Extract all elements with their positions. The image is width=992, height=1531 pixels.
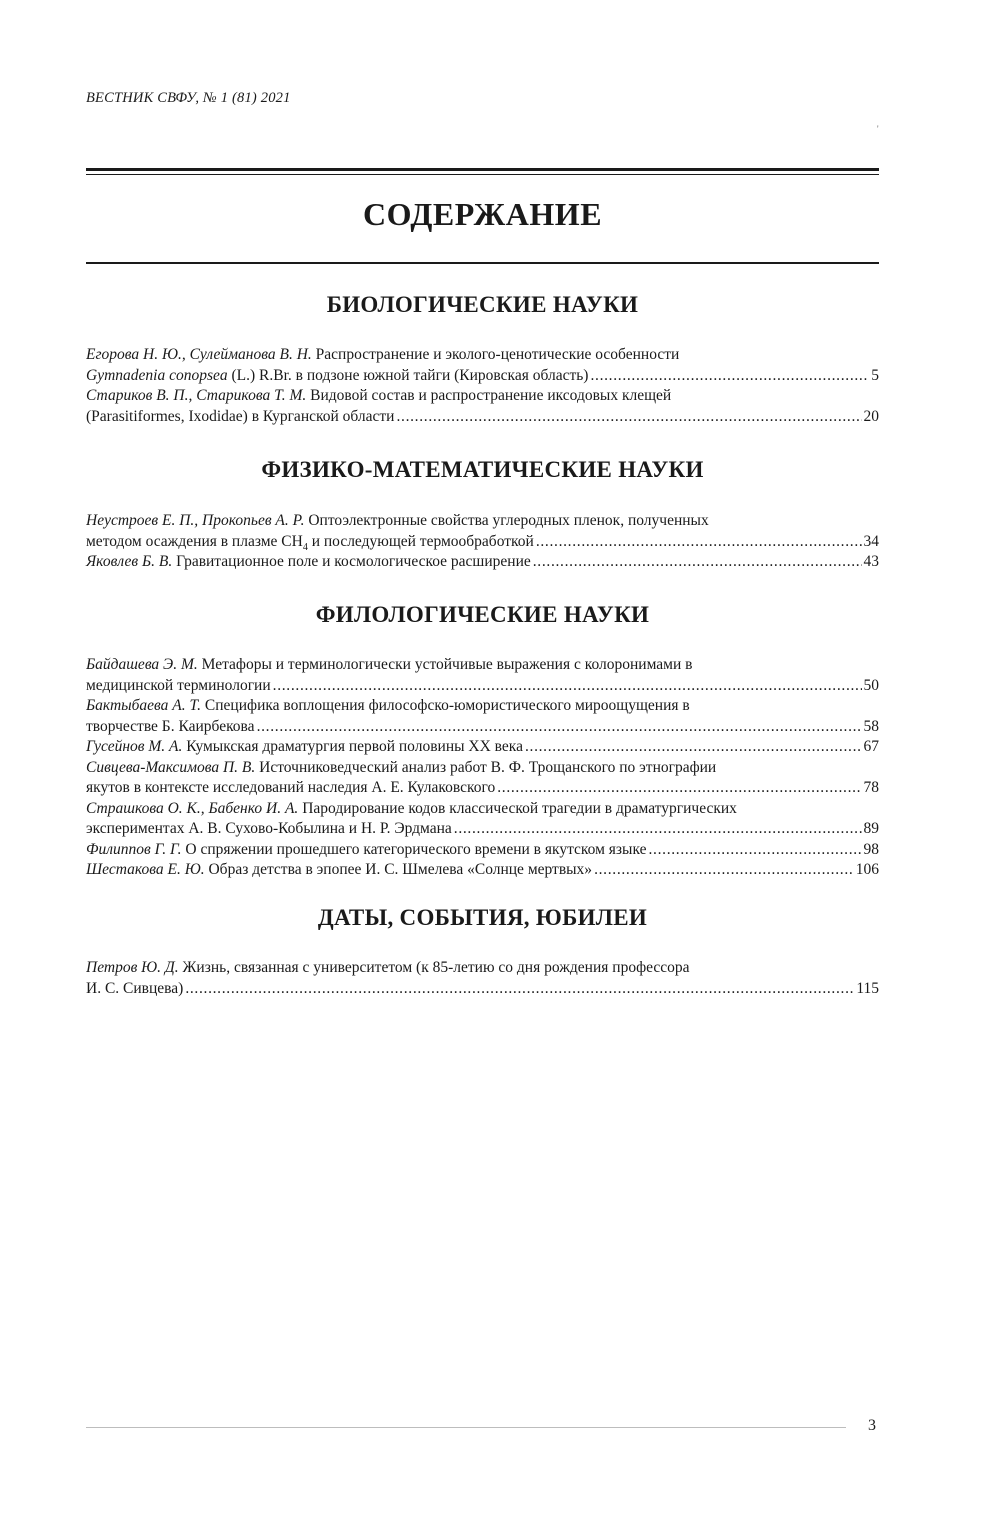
dot-leader — [525, 737, 862, 758]
entry-title: Метафоры и терминологически устойчивые выражения с колоронимами в — [201, 656, 693, 673]
entry-author: Байдашева Э. М. — [86, 656, 198, 673]
dot-leader — [594, 860, 854, 881]
entry-title-cont: методом осаждения в плазме CH — [86, 532, 303, 550]
toc-entry[interactable] — [86, 737, 879, 758]
toc-entry[interactable] — [86, 696, 879, 737]
toc-entry[interactable] — [86, 511, 879, 552]
entry-author: Бактыбаева А. Т. — [86, 697, 202, 714]
toc-entry[interactable] — [86, 799, 879, 840]
section-entries-physmath — [86, 511, 879, 573]
section-entries-philology — [86, 655, 879, 881]
entry-author: Шестакова Е. Ю. — [86, 861, 205, 878]
entry-title: Видовой состав и распространение иксодовых клещей — [310, 387, 672, 404]
dot-leader — [590, 366, 869, 387]
running-head: ВЕСТНИК СВФУ, № 1 (81) 2021 — [86, 90, 291, 106]
toc-entry[interactable] — [86, 758, 879, 799]
section-entries-events — [86, 958, 879, 999]
page-title: СОДЕРЖАНИЕ — [362, 196, 603, 232]
entry-page: 98 — [863, 840, 879, 858]
title-rule — [86, 262, 879, 264]
dot-leader — [649, 840, 862, 861]
entry-title-species: Gymnadenia conopsea — [86, 366, 228, 384]
entry-title: Пародирование кодов классической трагедии в драматургических — [302, 799, 737, 817]
entry-title: Распространение и эколого-ценотические особенности — [315, 346, 680, 363]
entry-title-cont: экспериментах А. В. Сухово-Кобылина и Н. Р. Эрдмана — [86, 820, 452, 837]
toc-entry[interactable] — [86, 345, 879, 386]
entry-title: Источниковедческий анализ работ В. Ф. Трощанского по этнографии — [259, 758, 717, 776]
entry-page: 115 — [856, 979, 879, 997]
entry-page: 89 — [863, 820, 879, 837]
entry-page: 20 — [863, 407, 879, 425]
toc-entry[interactable] — [86, 840, 879, 861]
entry-title: Гравитационное поле и космологическое расширение — [176, 553, 531, 570]
dot-leader — [273, 676, 862, 697]
entry-author: Стариков В. П., Старикова Т. М. — [86, 387, 307, 404]
section-heading-biology: БИОЛОГИЧЕСКИЕ НАУКИ — [326, 292, 639, 317]
entry-author: Неустроев Е. П., Прокопьев А. Р. — [86, 512, 305, 529]
entry-title-cont: (Parasitiformes, Ixodidae) в Курганской области — [86, 407, 395, 425]
section-heading-philology: ФИЛОЛОГИЧЕСКИЕ НАУКИ — [315, 602, 650, 627]
footer-rule — [86, 1427, 846, 1428]
toc-entry[interactable] — [86, 958, 879, 999]
entry-author: Страшкова О. К., Бабенко И. А. — [86, 799, 299, 817]
page-number: 3 — [868, 1417, 876, 1434]
dot-leader — [454, 819, 862, 840]
entry-title: Кумыкская драматургия первой половины XX века — [186, 738, 523, 755]
entry-title-cont: якутов в контексте исследований наследия А. Е. Кулаковского — [86, 779, 496, 796]
toc-entry[interactable] — [86, 655, 879, 696]
entry-title-cont: И. С. Сивцева) — [86, 979, 184, 997]
entry-title: Жизнь, связанная с университетом (к 85-летию со дня рождения профессора — [182, 959, 690, 976]
entry-author: Петров Ю. Д. — [86, 959, 179, 976]
dot-leader — [536, 532, 862, 553]
dot-leader — [257, 717, 862, 738]
entry-page: 34 — [863, 532, 879, 550]
toc-entry[interactable] — [86, 860, 879, 881]
entry-page: 43 — [863, 553, 879, 570]
dot-leader — [497, 778, 861, 799]
dot-leader — [185, 979, 854, 1000]
entry-title-cont: (L.) R.Br. в подзоне южной тайги (Кировская область) — [231, 366, 589, 384]
entry-page: 50 — [863, 676, 879, 694]
dot-leader — [533, 552, 862, 573]
entry-author: Сивцева-Максимова П. В. — [86, 758, 256, 776]
header-double-rule — [86, 168, 879, 175]
section-heading-events: ДАТЫ, СОБЫТИЯ, ЮБИЛЕИ — [317, 905, 648, 930]
entry-title: Оптоэлектронные свойства углеродных пленок, полученных — [308, 512, 709, 529]
entry-author: Гусейнов М. А. — [86, 738, 183, 755]
toc-entry[interactable] — [86, 386, 879, 427]
entry-page: 5 — [871, 366, 879, 384]
entry-title: Специфика воплощения философско-юмористического мироощущения в — [204, 697, 690, 714]
entry-title-cont: и последующей термообработкой — [307, 532, 534, 550]
entry-author: Филиппов Г. Г. — [86, 840, 182, 858]
subscript: 4 — [302, 541, 308, 553]
entry-page: 78 — [863, 779, 879, 796]
section-heading-physmath: ФИЗИКО-МАТЕМАТИЧЕСКИЕ НАУКИ — [261, 457, 704, 482]
dot-leader — [396, 407, 861, 428]
entry-author: Егорова Н. Ю., Сулейманова В. Н. — [86, 346, 312, 363]
section-entries-biology — [86, 345, 879, 427]
entry-page: 67 — [863, 738, 879, 755]
toc-entry[interactable] — [86, 552, 879, 573]
entry-title: О спряжении прошедшего категорического времени в якутском языке — [185, 840, 647, 858]
entry-title-cont: медицинской терминологии — [86, 676, 271, 694]
entry-page: 58 — [863, 717, 879, 735]
entry-title: Образ детства в эпопее И. С. Шмелева «Солнце мертвых» — [208, 861, 593, 878]
entry-page: 106 — [855, 861, 879, 878]
edge-mark: ' — [877, 124, 879, 134]
entry-author: Яковлев Б. В. — [86, 553, 173, 570]
entry-title-cont: творчестве Б. Каирбекова — [86, 717, 255, 735]
